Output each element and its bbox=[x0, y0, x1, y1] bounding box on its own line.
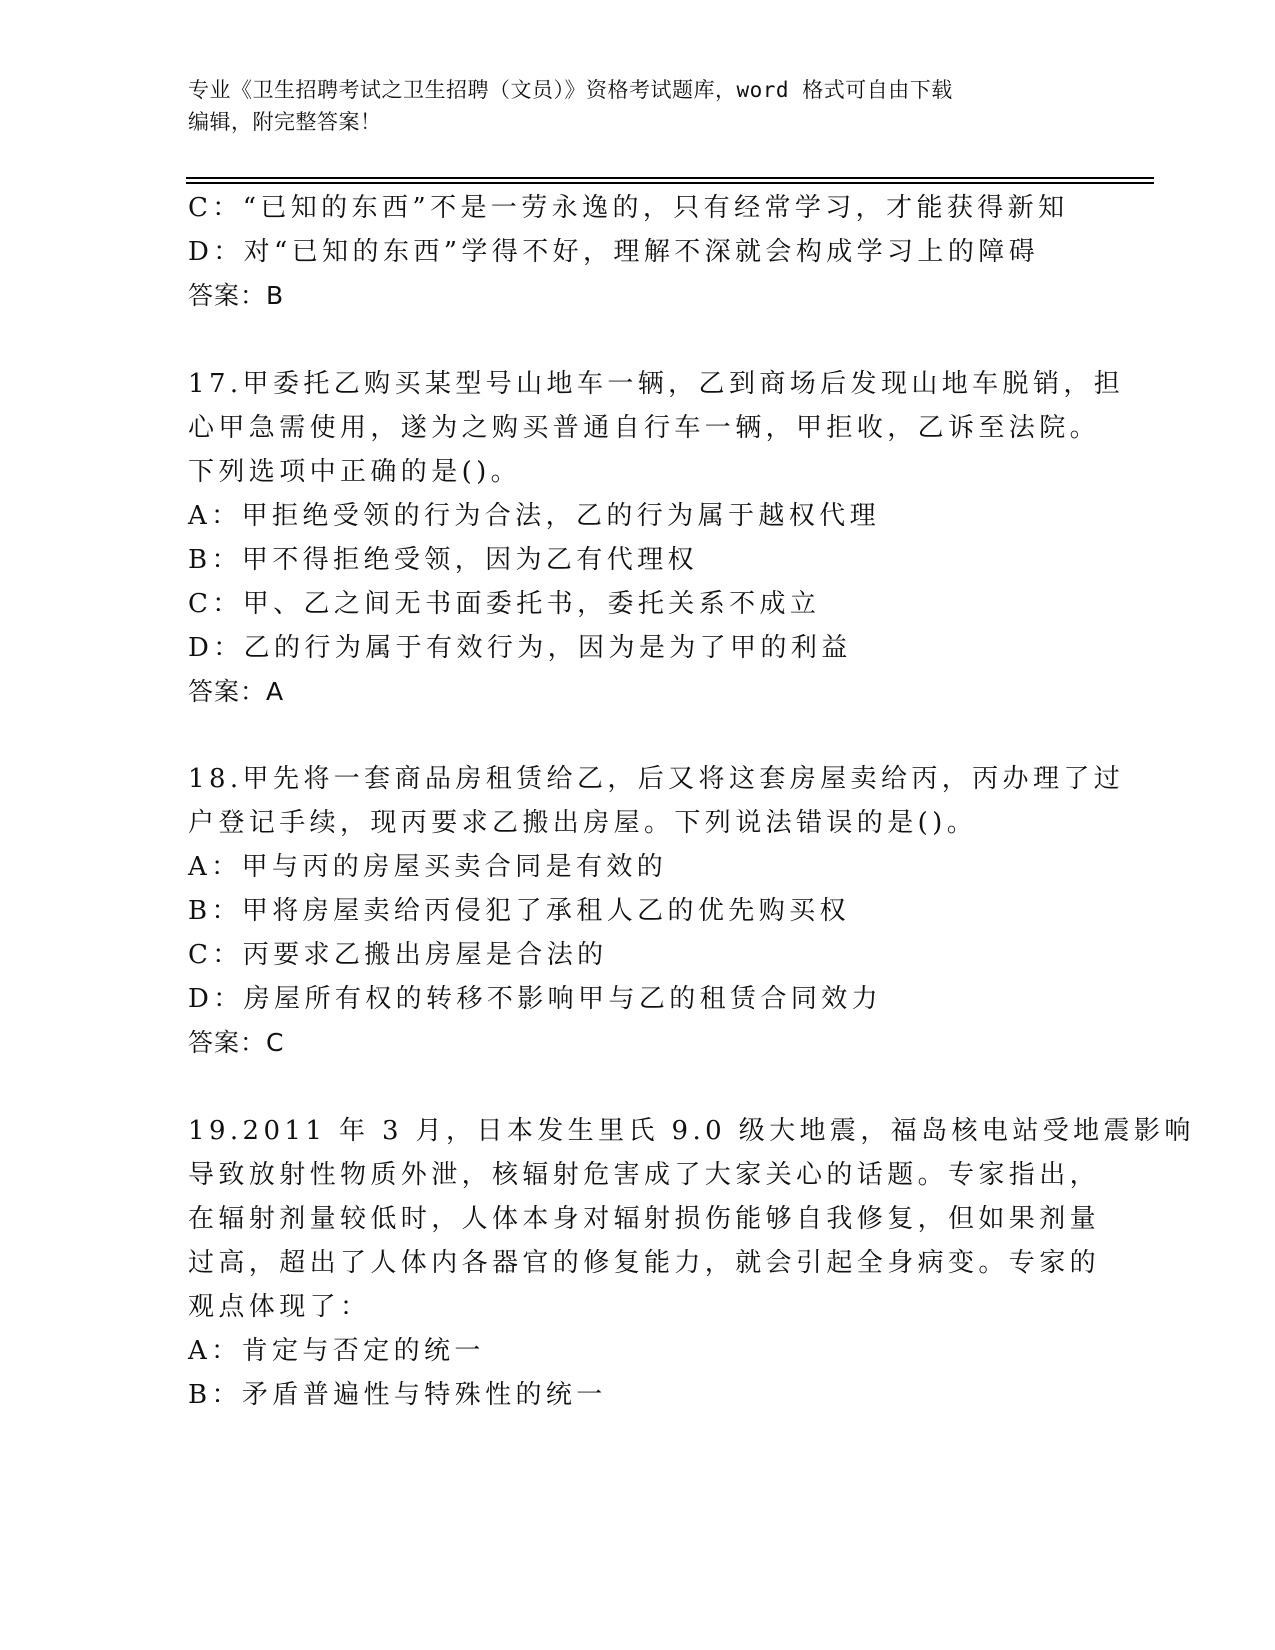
question-19-option-b: B：矛盾普遍性与特殊性的统一 bbox=[188, 1380, 607, 1410]
question-18-option-a: A：甲与丙的房屋买卖合同是有效的 bbox=[188, 852, 668, 882]
question-19-line-4: 过高，超出了人体内各器官的修复能力，就会引起全身病变。专家的 bbox=[188, 1248, 1101, 1278]
question-19-option-a: A：肯定与否定的统一 bbox=[188, 1336, 485, 1366]
header-line-1: 专业《卫生招聘考试之卫生招聘（文员）》资格考试题库，word 格式可自由下载 bbox=[188, 78, 953, 102]
question-19-line-5: 观点体现了： bbox=[188, 1292, 371, 1322]
question-19-line-3: 在辐射剂量较低时，人体本身对辐射损伤能够自我修复，但如果剂量 bbox=[188, 1204, 1101, 1234]
question-17-line-3: 下列选项中正确的是()。 bbox=[188, 457, 522, 487]
question-17-option-b: B：甲不得拒绝受领，因为乙有代理权 bbox=[188, 545, 698, 575]
header-rule-bottom bbox=[186, 182, 1154, 184]
question-17-option-d: D：乙的行为属于有效行为，因为是为了甲的利益 bbox=[188, 633, 852, 663]
question-17-answer: 答案：A bbox=[188, 677, 285, 706]
option-d: D：对“已知的东西”学得不好，理解不深就会构成学习上的障碍 bbox=[188, 237, 1040, 267]
question-17-option-c: C：甲、乙之间无书面委托书，委托关系不成立 bbox=[188, 589, 821, 619]
question-18-line-1: 18.甲先将一套商品房租赁给乙，后又将这套房屋卖给丙，丙办理了过 bbox=[188, 764, 1125, 794]
header-rule-top bbox=[186, 177, 1154, 179]
document-header bbox=[188, 74, 1068, 138]
question-17-option-a: A：甲拒绝受领的行为合法，乙的行为属于越权代理 bbox=[188, 501, 880, 531]
question-18-answer: 答案：C bbox=[188, 1028, 285, 1057]
question-18-line-2: 户登记手续，现丙要求乙搬出房屋。下列说法错误的是()。 bbox=[188, 808, 978, 838]
option-c: C：“已知的东西”不是一劳永逸的，只有经常学习，才能获得新知 bbox=[188, 193, 1069, 223]
question-19-line-2: 导致放射性物质外泄，核辐射危害成了大家关心的话题。专家指出， bbox=[188, 1160, 1101, 1190]
answer-label: 答案：B bbox=[188, 281, 285, 310]
question-17-line-1: 17.甲委托乙购买某型号山地车一辆，乙到商场后发现山地车脱销，担 bbox=[188, 369, 1125, 399]
question-18-option-d: D：房屋所有权的转移不影响甲与乙的租赁合同效力 bbox=[188, 984, 883, 1014]
question-17-line-2: 心甲急需使用，遂为之购买普通自行车一辆，甲拒收，乙诉至法院。 bbox=[188, 413, 1101, 443]
question-18-option-b: B：甲将房屋卖给丙侵犯了承租人乙的优先购买权 bbox=[188, 896, 850, 926]
question-19-line-1: 19.2011 年 3 月，日本发生里氏 9.0 级大地震，福岛核电站受地震影响 bbox=[188, 1116, 1195, 1146]
question-18-option-c: C：丙要求乙搬出房屋是合法的 bbox=[188, 940, 608, 970]
header-line-2: 编辑，附完整答案！ bbox=[188, 110, 382, 134]
